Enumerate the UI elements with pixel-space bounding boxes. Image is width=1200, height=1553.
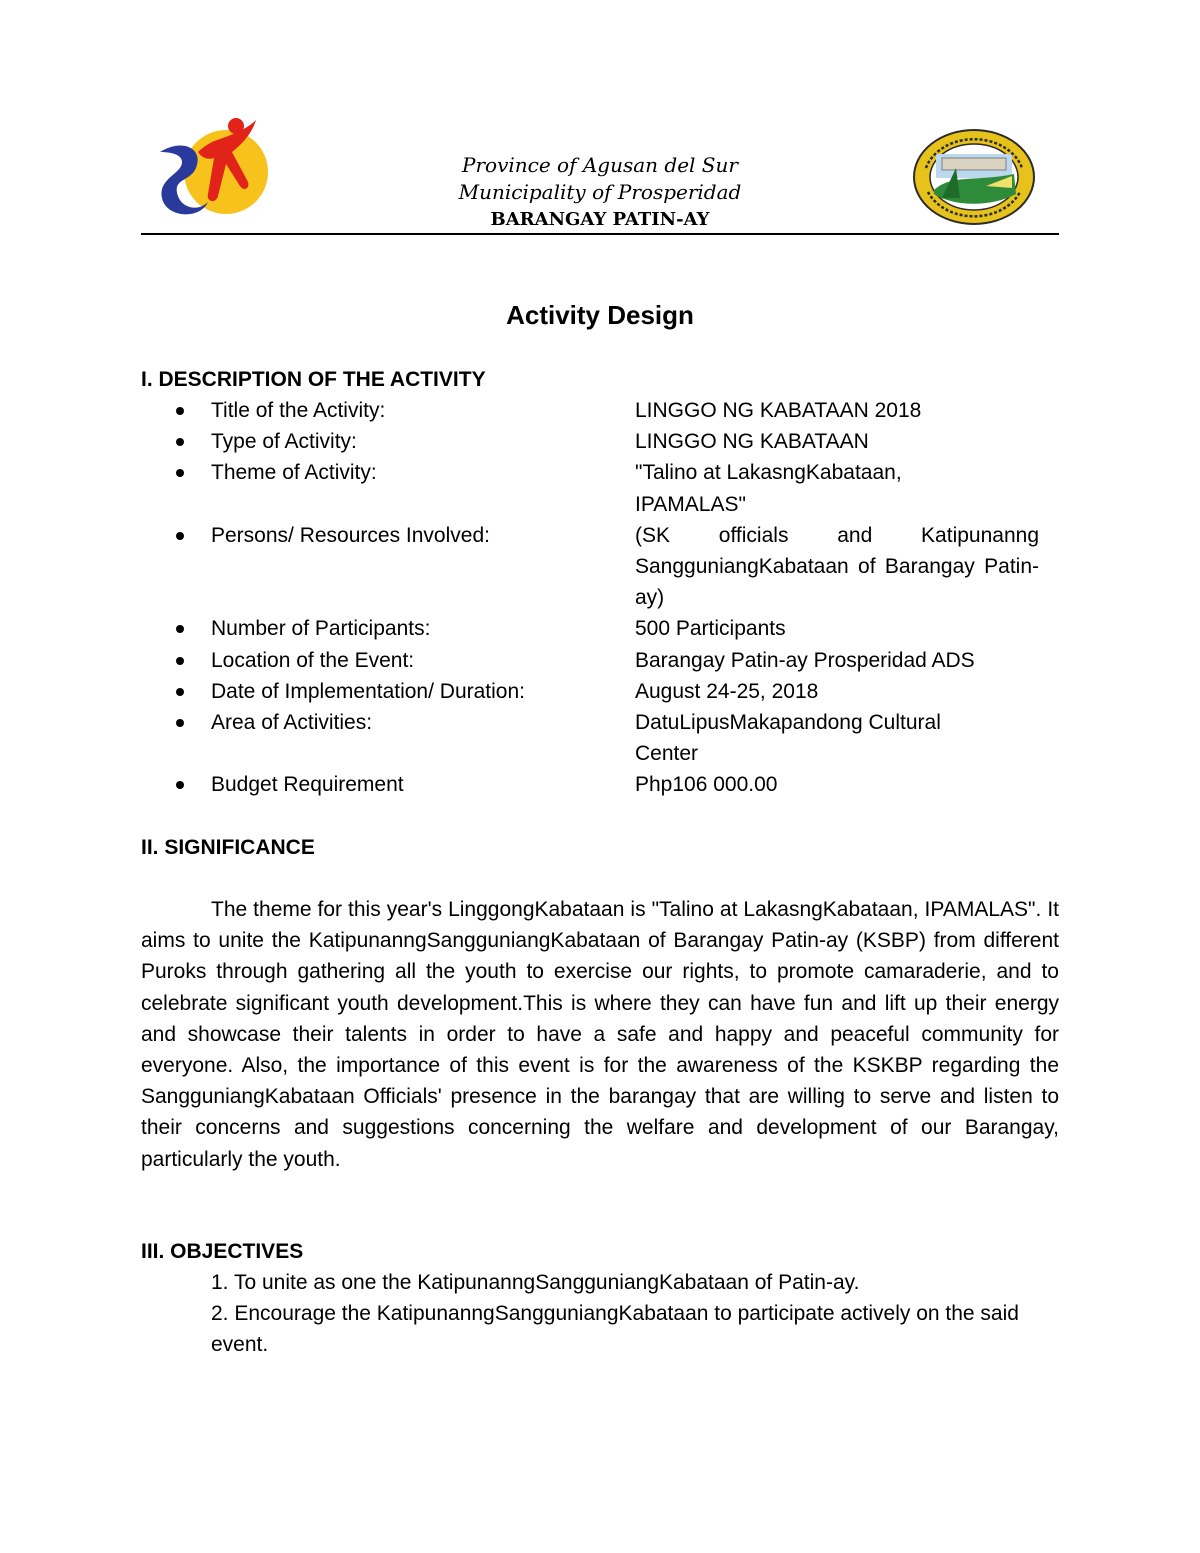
item-label: Type of Activity:: [211, 430, 357, 454]
bullet-icon: [141, 395, 211, 426]
list-item: [141, 707, 1059, 769]
item-label: Budget Requirement: [211, 773, 404, 797]
bullet-icon: [141, 520, 211, 551]
item-value: 500 Participants: [635, 617, 786, 641]
list-item: [141, 426, 1059, 457]
item-label: Area of Activities:: [211, 711, 373, 735]
bullet-icon: [141, 426, 211, 457]
objective-item: 1. To unite as one the KatipunanngSangguniangKabataan of Patin-ay.: [211, 1271, 860, 1294]
item-value: "Talino at LakasngKabataan, IPAMALAS": [635, 461, 902, 516]
list-item: [141, 676, 1059, 707]
list-item: [141, 395, 1059, 426]
significance-heading: II. SIGNIFICANCE: [141, 836, 315, 859]
item-label: Persons/ Resources Involved:: [211, 523, 490, 547]
seal-building: [942, 158, 1006, 170]
item-label: Date of Implementation/ Duration:: [211, 679, 525, 703]
list-item: [141, 457, 1059, 519]
header-divider: [141, 233, 1059, 235]
sk-logo-icon: [152, 112, 270, 230]
item-value: LINGGO NG KABATAAN 2018: [635, 399, 922, 422]
bullet-icon: [141, 645, 211, 676]
item-value: (SK officials and Katipunanng SangguniangKabataan of Barangay Patin-ay): [635, 523, 1039, 610]
barangay-council-seal-icon: [912, 128, 1036, 226]
description-list: [141, 395, 1059, 801]
objectives-list: [211, 1267, 1041, 1361]
objective-item: 2. Encourage the KatipunanngSangguniangKabataan to participate actively on the said event.: [211, 1302, 1019, 1357]
province-line: Province of Agusan del Sur: [462, 153, 738, 177]
significance-paragraph: The theme for this year's LinggongKabataan is "Talino at LakasngKabataan, IPAMALAS". It aims to unite the KatipunanngSangguniangKabataan of Barangay Patin-ay (KSBP) from different Puroks through gathering all the youth to exercise our rights, to promote camaraderie, and to celebrate significant youth development.This is where they can have fun and lift up their energy and showcase their talents in order to have a safe and happy and peaceful community for everyone. Also, the importance of this event is for the awareness of the KSKBP regarding the SangguniangKabataan Officials' presence in the barangay that are willing to serve and listen to their concerns and suggestions concerning the welfare and development of our Barangay, particularly the youth.: [141, 898, 1059, 1171]
list-item: [141, 645, 1059, 676]
letterhead: [300, 152, 900, 233]
list-item: [141, 520, 1059, 614]
item-value: August 24-25, 2018: [635, 679, 819, 703]
item-value: LINGGO NG KABATAAN: [635, 430, 869, 454]
barangay-line: BARANGAY PATIN-AY: [490, 209, 710, 230]
page-title: Activity Design: [506, 300, 694, 330]
item-value: DatuLipusMakapandong Cultural Center: [635, 711, 941, 766]
item-value: Php106 000.00: [635, 773, 778, 797]
item-label: Theme of Activity:: [211, 461, 377, 485]
item-label: Number of Participants:: [211, 617, 431, 641]
municipality-line: Municipality of Prosperidad: [458, 180, 742, 204]
objectives-heading: III. OBJECTIVES: [141, 1240, 304, 1263]
bullet-icon: [141, 457, 211, 488]
list-item: [141, 769, 1059, 800]
list-item: [141, 613, 1059, 644]
bullet-icon: [141, 676, 211, 707]
item-label: Location of the Event:: [211, 648, 415, 672]
bullet-icon: [141, 707, 211, 738]
item-value: Barangay Patin-ay Prosperidad ADS: [635, 648, 975, 672]
description-heading: I. DESCRIPTION OF THE ACTIVITY: [141, 368, 486, 391]
bullet-icon: [141, 613, 211, 644]
item-label: Title of the Activity:: [211, 399, 386, 422]
bullet-icon: [141, 769, 211, 800]
